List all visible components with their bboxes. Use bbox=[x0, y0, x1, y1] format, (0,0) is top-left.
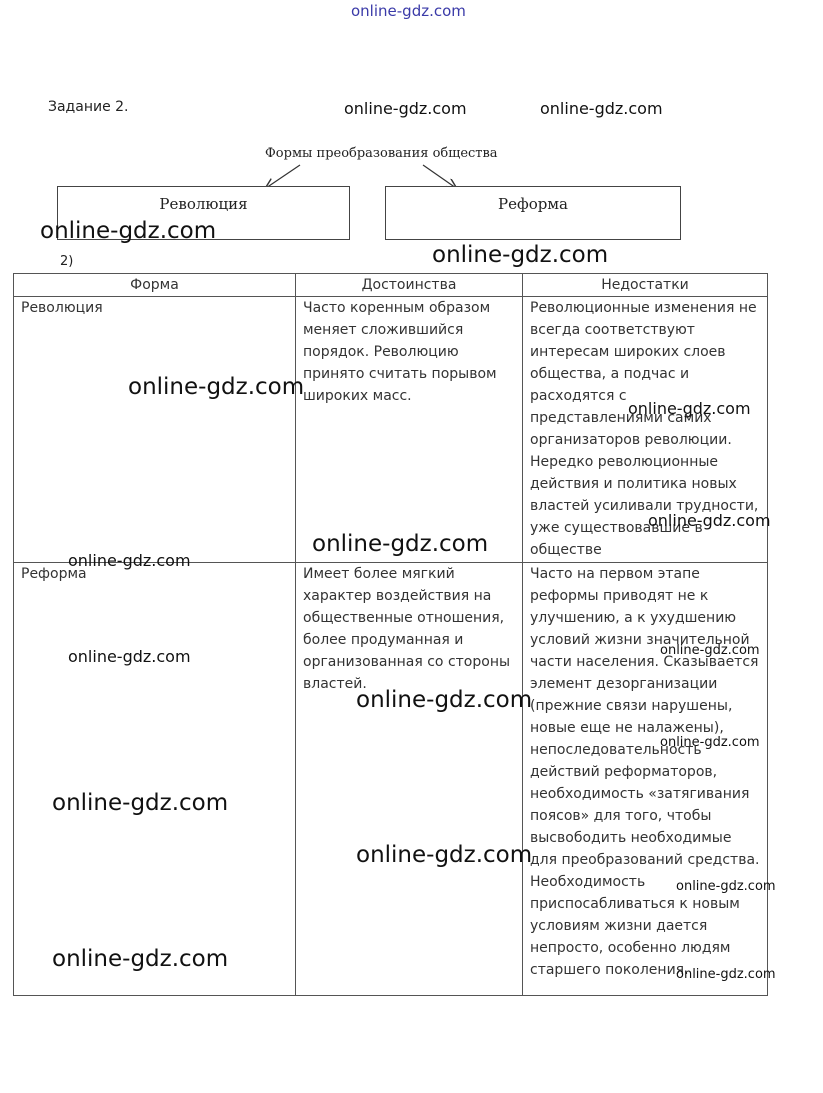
watermark: online-gdz.com bbox=[628, 399, 751, 418]
watermark: online-gdz.com bbox=[540, 99, 663, 118]
header-form: Форма bbox=[14, 274, 296, 297]
header-advantages: Достоинства bbox=[296, 274, 523, 297]
schema-box-reform bbox=[385, 186, 681, 240]
watermark-top: online-gdz.com bbox=[351, 2, 466, 20]
schema-box-revolution-label: Революция bbox=[159, 195, 248, 213]
watermark: online-gdz.com bbox=[676, 879, 776, 894]
watermark: online-gdz.com bbox=[676, 967, 776, 982]
arrow-left bbox=[266, 165, 300, 188]
arrow-right bbox=[423, 165, 456, 188]
schema-box-reform-label: Реформа bbox=[498, 195, 568, 213]
task-label: Задание 2. bbox=[48, 99, 129, 115]
watermark: online-gdz.com bbox=[660, 735, 760, 750]
header-disadvantages: Недостатки bbox=[523, 274, 768, 297]
cell-form: Реформа bbox=[14, 563, 296, 996]
watermark: online-gdz.com bbox=[432, 242, 609, 268]
watermark: online-gdz.com bbox=[344, 99, 467, 118]
watermark: online-gdz.com bbox=[68, 647, 191, 666]
cell-advantages: Имеет более мягкий характер воздействия на общественные отношения, более продуманная и организованная со стороны властей. bbox=[296, 563, 523, 996]
watermark: online-gdz.com bbox=[356, 687, 533, 713]
watermark: online-gdz.com bbox=[52, 946, 229, 972]
watermark: online-gdz.com bbox=[40, 218, 217, 244]
cell-disadvantages: Революционные изменения не всегда соответствуют интересам широких слоев общества, а подчас и расходятся с представлениями самих организаторов революции. Нередко революционные действия и политика новых властей усиливали трудности, уже существовавшие в обществе bbox=[523, 297, 768, 563]
schema-title: Формы преобразования общества bbox=[265, 146, 498, 161]
watermark: online-gdz.com bbox=[312, 531, 489, 557]
watermark: online-gdz.com bbox=[648, 511, 771, 530]
cell-advantages: Часто коренным образом меняет сложившийся порядок. Революцию принято считать порывом широких масс. bbox=[296, 297, 523, 563]
watermark: online-gdz.com bbox=[128, 374, 305, 400]
item-number: 2) bbox=[60, 254, 74, 269]
watermark: online-gdz.com bbox=[660, 643, 760, 658]
table-header-row bbox=[14, 274, 768, 297]
watermark: online-gdz.com bbox=[356, 842, 533, 868]
watermark: online-gdz.com bbox=[52, 790, 229, 816]
watermark: online-gdz.com bbox=[68, 551, 191, 570]
cell-disadvantages: Часто на первом этапе реформы приводят не к улучшению, а к ухудшению условий жизни значительной части населения. Сказывается элемент дезорганизации (прежние связи нарушены, новые еще не налажены), непоследовательность действий реформаторов, необходимость «затягивания поясов» для того, чтобы высвободить необходимые для преобразований средства. Необходимость приспосабливаться к новым условиям жизни дается непросто, особенно людям старшего поколения. bbox=[523, 563, 768, 996]
table-row bbox=[14, 563, 768, 996]
cell-form: Революция bbox=[14, 297, 296, 563]
comparison-table bbox=[13, 273, 768, 996]
